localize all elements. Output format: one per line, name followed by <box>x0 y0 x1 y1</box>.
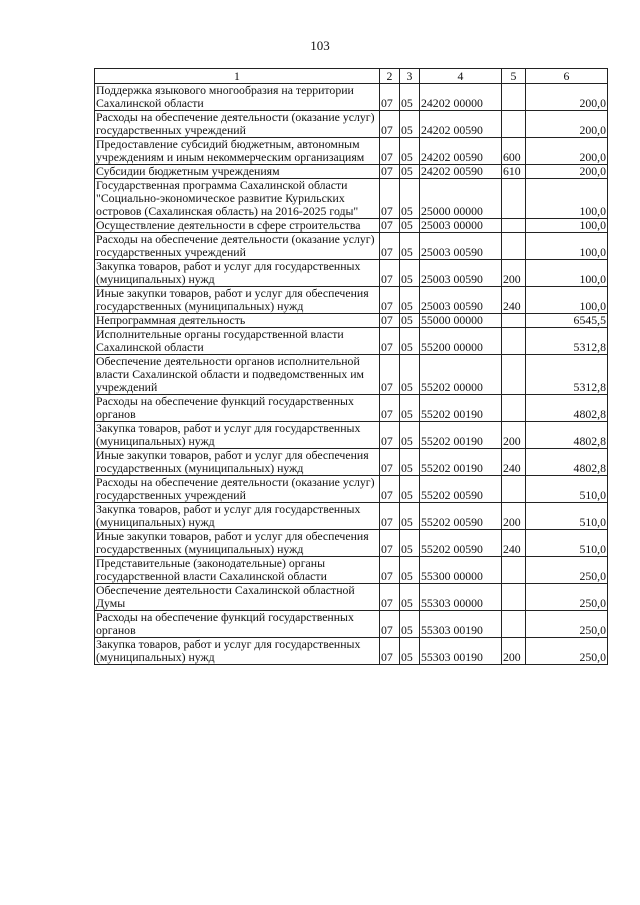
row-section: 07 <box>380 165 400 179</box>
table-row <box>95 165 608 179</box>
row-name: Расходы на обеспечение функций государственных органов <box>95 611 380 638</box>
row-expense-type <box>502 84 526 111</box>
row-target-article: 24202 00590 <box>420 111 502 138</box>
table-row <box>95 233 608 260</box>
row-expense-type <box>502 219 526 233</box>
row-amount: 100,0 <box>526 219 608 233</box>
row-section: 07 <box>380 530 400 557</box>
table-header <box>95 69 608 84</box>
row-section: 07 <box>380 422 400 449</box>
header-col-5: 5 <box>502 69 526 84</box>
row-expense-type: 240 <box>502 449 526 476</box>
table-row <box>95 557 608 584</box>
row-name: Исполнительные органы государственной власти Сахалинской области <box>95 328 380 355</box>
row-amount: 200,0 <box>526 165 608 179</box>
row-section: 07 <box>380 287 400 314</box>
row-name: Закупка товаров, работ и услуг для государственных (муниципальных) нужд <box>95 422 380 449</box>
row-subsection: 05 <box>400 219 420 233</box>
row-section: 07 <box>380 449 400 476</box>
row-amount: 250,0 <box>526 584 608 611</box>
row-expense-type <box>502 314 526 328</box>
header-col-1: 1 <box>95 69 380 84</box>
row-subsection: 05 <box>400 449 420 476</box>
row-subsection: 05 <box>400 503 420 530</box>
table-row <box>95 355 608 395</box>
row-target-article: 25003 00590 <box>420 260 502 287</box>
row-amount: 510,0 <box>526 503 608 530</box>
row-section: 07 <box>380 138 400 165</box>
row-name: Представительные (законодательные) органы государственной власти Сахалинской области <box>95 557 380 584</box>
table-row <box>95 449 608 476</box>
row-amount: 100,0 <box>526 287 608 314</box>
row-section: 07 <box>380 111 400 138</box>
row-amount: 250,0 <box>526 557 608 584</box>
row-subsection: 05 <box>400 84 420 111</box>
row-expense-type <box>502 111 526 138</box>
row-target-article: 24202 00000 <box>420 84 502 111</box>
row-expense-type: 610 <box>502 165 526 179</box>
row-amount: 100,0 <box>526 179 608 219</box>
row-amount: 100,0 <box>526 233 608 260</box>
row-subsection: 05 <box>400 422 420 449</box>
row-expense-type <box>502 476 526 503</box>
row-name: Расходы на обеспечение деятельности (оказание услуг) государственных учреждений <box>95 233 380 260</box>
row-section: 07 <box>380 219 400 233</box>
row-name: Поддержка языкового многообразия на территории Сахалинской области <box>95 84 380 111</box>
budget-table <box>94 68 608 665</box>
row-name: Иные закупки товаров, работ и услуг для обеспечения государственных (муниципальных) нужд <box>95 530 380 557</box>
row-subsection: 05 <box>400 233 420 260</box>
table-row <box>95 138 608 165</box>
table-row <box>95 219 608 233</box>
row-amount: 200,0 <box>526 111 608 138</box>
row-section: 07 <box>380 611 400 638</box>
row-section: 07 <box>380 557 400 584</box>
row-expense-type <box>502 328 526 355</box>
row-target-article: 55200 00000 <box>420 328 502 355</box>
row-target-article: 55202 00590 <box>420 503 502 530</box>
row-section: 07 <box>380 355 400 395</box>
table-row <box>95 530 608 557</box>
table-row <box>95 260 608 287</box>
row-expense-type: 200 <box>502 503 526 530</box>
row-amount: 250,0 <box>526 611 608 638</box>
row-target-article: 55303 00000 <box>420 584 502 611</box>
row-subsection: 05 <box>400 476 420 503</box>
row-subsection: 05 <box>400 179 420 219</box>
row-section: 07 <box>380 503 400 530</box>
table-row <box>95 611 608 638</box>
row-expense-type <box>502 584 526 611</box>
row-amount: 200,0 <box>526 84 608 111</box>
table-row <box>95 111 608 138</box>
table-row <box>95 503 608 530</box>
row-amount: 200,0 <box>526 138 608 165</box>
row-section: 07 <box>380 233 400 260</box>
row-subsection: 05 <box>400 355 420 395</box>
row-expense-type: 240 <box>502 287 526 314</box>
row-name: Иные закупки товаров, работ и услуг для обеспечения государственных (муниципальных) нужд <box>95 287 380 314</box>
row-expense-type: 200 <box>502 260 526 287</box>
row-target-article: 55300 00000 <box>420 557 502 584</box>
row-section: 07 <box>380 179 400 219</box>
row-name: Обеспечение деятельности Сахалинской областной Думы <box>95 584 380 611</box>
row-section: 07 <box>380 395 400 422</box>
row-subsection: 05 <box>400 287 420 314</box>
row-name: Расходы на обеспечение деятельности (оказание услуг) государственных учреждений <box>95 111 380 138</box>
row-expense-type <box>502 179 526 219</box>
row-name: Иные закупки товаров, работ и услуг для обеспечения государственных (муниципальных) нужд <box>95 449 380 476</box>
row-target-article: 55000 00000 <box>420 314 502 328</box>
row-target-article: 55202 00190 <box>420 395 502 422</box>
row-target-article: 25003 00590 <box>420 287 502 314</box>
row-section: 07 <box>380 584 400 611</box>
row-name: Осуществление деятельности в сфере строительства <box>95 219 380 233</box>
row-subsection: 05 <box>400 611 420 638</box>
row-amount: 5312,8 <box>526 355 608 395</box>
row-name: Расходы на обеспечение деятельности (оказание услуг) государственных учреждений <box>95 476 380 503</box>
row-amount: 4802,8 <box>526 395 608 422</box>
row-name: Закупка товаров, работ и услуг для государственных (муниципальных) нужд <box>95 503 380 530</box>
row-subsection: 05 <box>400 557 420 584</box>
table-row <box>95 638 608 665</box>
row-target-article: 25000 00000 <box>420 179 502 219</box>
row-name: Закупка товаров, работ и услуг для государственных (муниципальных) нужд <box>95 260 380 287</box>
table-row <box>95 395 608 422</box>
row-amount: 510,0 <box>526 476 608 503</box>
row-amount: 100,0 <box>526 260 608 287</box>
row-section: 07 <box>380 260 400 287</box>
header-col-6: 6 <box>526 69 608 84</box>
row-amount: 4802,8 <box>526 422 608 449</box>
table-row <box>95 422 608 449</box>
row-expense-type <box>502 557 526 584</box>
row-expense-type <box>502 355 526 395</box>
row-target-article: 55303 00190 <box>420 638 502 665</box>
row-subsection: 05 <box>400 530 420 557</box>
row-section: 07 <box>380 476 400 503</box>
table-row <box>95 287 608 314</box>
row-target-article: 55202 00000 <box>420 355 502 395</box>
row-subsection: 05 <box>400 328 420 355</box>
table-row <box>95 328 608 355</box>
row-subsection: 05 <box>400 165 420 179</box>
row-name: Закупка товаров, работ и услуг для государственных (муниципальных) нужд <box>95 638 380 665</box>
table-row <box>95 476 608 503</box>
table-row <box>95 84 608 111</box>
row-name: Субсидии бюджетным учреждениям <box>95 165 380 179</box>
row-amount: 6545,5 <box>526 314 608 328</box>
row-target-article: 25003 00590 <box>420 233 502 260</box>
row-amount: 250,0 <box>526 638 608 665</box>
table-row <box>95 179 608 219</box>
row-subsection: 05 <box>400 138 420 165</box>
row-name: Государственная программа Сахалинской области "Социально-экономическое развитие Курильских островов (Сахалинская область) на 2016-2025 годы" <box>95 179 380 219</box>
row-expense-type <box>502 611 526 638</box>
table-body <box>95 84 608 665</box>
row-expense-type: 600 <box>502 138 526 165</box>
row-expense-type: 200 <box>502 638 526 665</box>
header-col-2: 2 <box>380 69 400 84</box>
row-subsection: 05 <box>400 111 420 138</box>
row-expense-type: 240 <box>502 530 526 557</box>
row-subsection: 05 <box>400 314 420 328</box>
row-target-article: 55202 00590 <box>420 530 502 557</box>
row-name: Расходы на обеспечение функций государственных органов <box>95 395 380 422</box>
row-subsection: 05 <box>400 260 420 287</box>
row-target-article: 55202 00590 <box>420 476 502 503</box>
row-name: Обеспечение деятельности органов исполнительной власти Сахалинской области и подведомственных им учреждений <box>95 355 380 395</box>
row-target-article: 24202 00590 <box>420 138 502 165</box>
row-expense-type <box>502 395 526 422</box>
row-name: Непрограммная деятельность <box>95 314 380 328</box>
row-subsection: 05 <box>400 638 420 665</box>
row-target-article: 55202 00190 <box>420 449 502 476</box>
row-amount: 4802,8 <box>526 449 608 476</box>
row-target-article: 55303 00190 <box>420 611 502 638</box>
table-row <box>95 584 608 611</box>
row-subsection: 05 <box>400 395 420 422</box>
table-row <box>95 314 608 328</box>
row-section: 07 <box>380 328 400 355</box>
row-name: Предоставление субсидий бюджетным, автономным учреждениям и иным некоммерческим организациям <box>95 138 380 165</box>
row-expense-type <box>502 233 526 260</box>
row-section: 07 <box>380 314 400 328</box>
row-section: 07 <box>380 638 400 665</box>
row-subsection: 05 <box>400 584 420 611</box>
row-target-article: 55202 00190 <box>420 422 502 449</box>
page-number: 103 <box>310 38 330 53</box>
row-amount: 5312,8 <box>526 328 608 355</box>
row-amount: 510,0 <box>526 530 608 557</box>
row-section: 07 <box>380 84 400 111</box>
header-col-3: 3 <box>400 69 420 84</box>
row-expense-type: 200 <box>502 422 526 449</box>
row-target-article: 25003 00000 <box>420 219 502 233</box>
row-target-article: 24202 00590 <box>420 165 502 179</box>
header-col-4: 4 <box>420 69 502 84</box>
